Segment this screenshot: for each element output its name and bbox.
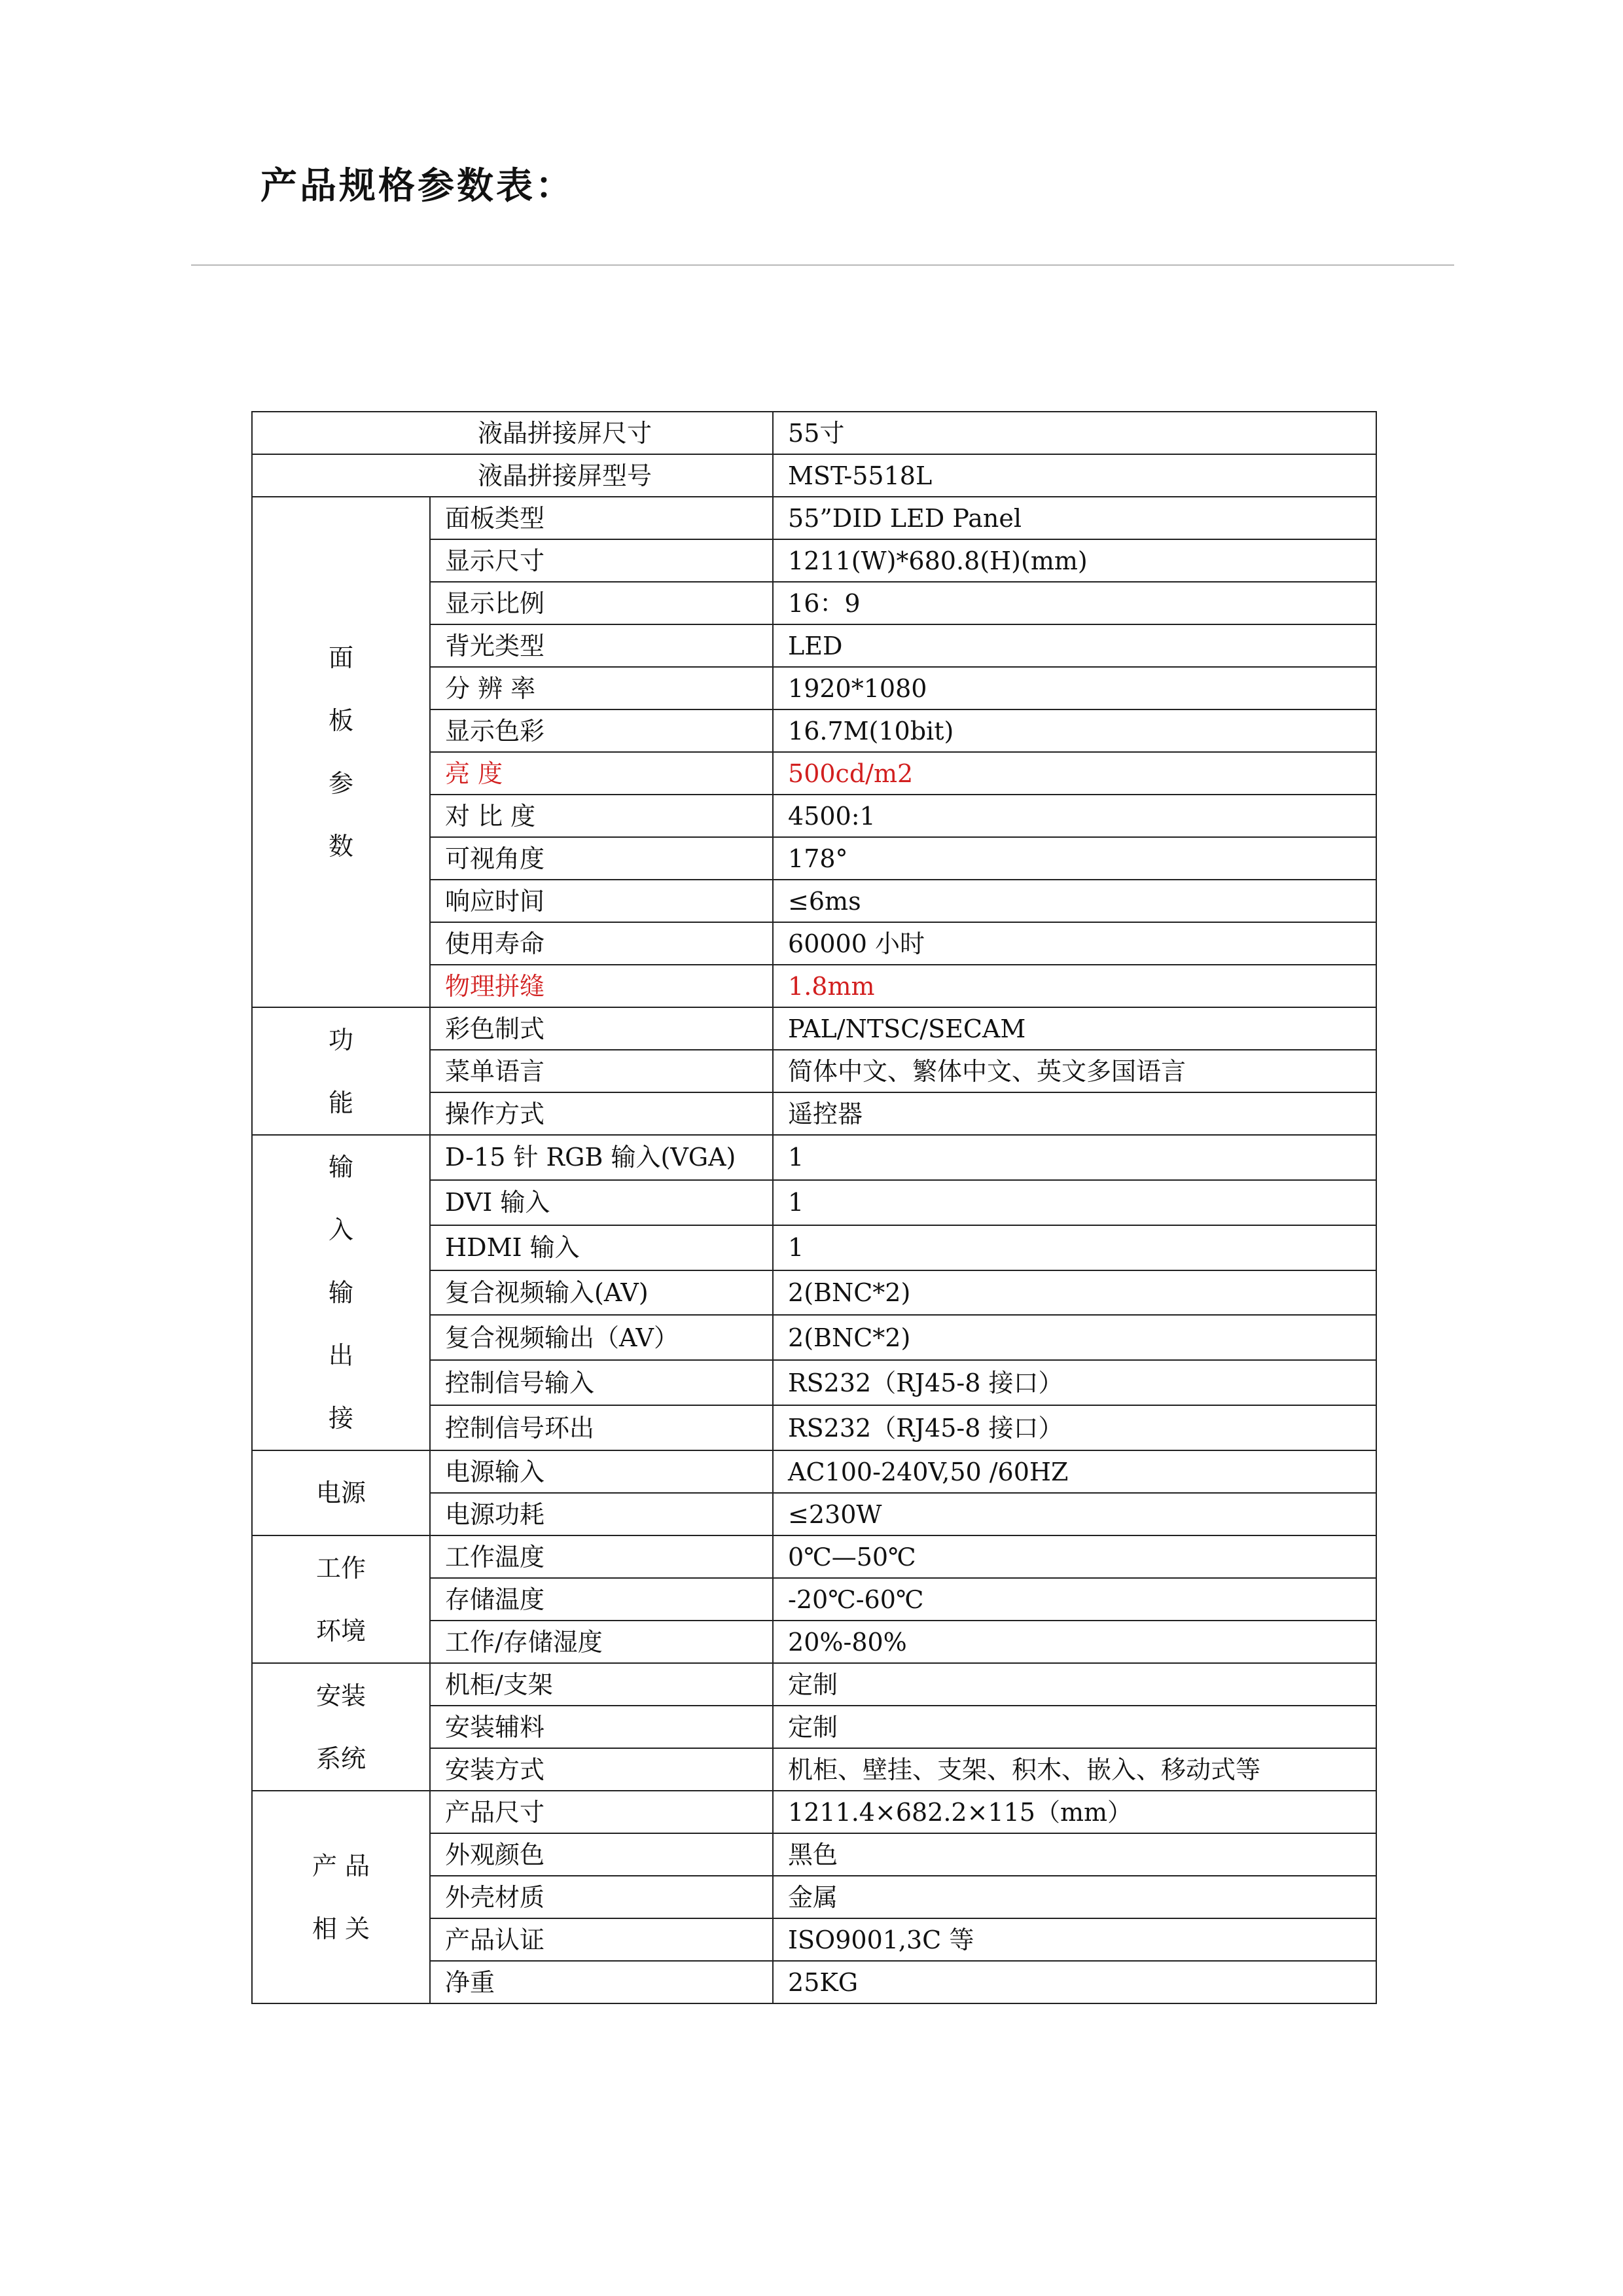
category-cell xyxy=(252,1135,430,1450)
spec-value: RS232（RJ45-8 接口） xyxy=(773,1405,1376,1450)
spec-value: 定制 xyxy=(773,1706,1376,1748)
spec-label: 产品尺寸 xyxy=(430,1791,773,1833)
category-label-line: 产 品 xyxy=(312,1851,370,1880)
spec-value: 金属 xyxy=(773,1876,1376,1918)
category-cell xyxy=(252,497,430,1007)
table-row xyxy=(252,1135,1376,1180)
category-label-line: 参 xyxy=(328,769,353,798)
spec-label: 电源输入 xyxy=(430,1450,773,1493)
category-cell xyxy=(252,1007,430,1135)
spec-value: ≤6ms xyxy=(773,880,1376,922)
category-label-line: 电源 xyxy=(315,1479,366,1507)
spec-label: 亮 度 xyxy=(430,752,773,795)
spec-value: 1 xyxy=(773,1135,1376,1180)
spec-label: 响应时间 xyxy=(430,880,773,922)
spec-value: 55寸 xyxy=(773,412,1376,454)
spec-value: AC100-240V,50 /60HZ xyxy=(773,1450,1376,1493)
spec-value: 1 xyxy=(773,1225,1376,1270)
spec-label: 外壳材质 xyxy=(430,1876,773,1918)
table-row xyxy=(252,454,1376,497)
spec-value: 2(BNC*2) xyxy=(773,1270,1376,1316)
spec-value: 0℃—50℃ xyxy=(773,1535,1376,1578)
category-label-line: 环境 xyxy=(315,1616,366,1645)
table-row xyxy=(252,1450,1376,1493)
category-label-line: 输 xyxy=(328,1153,353,1181)
spec-label: 控制信号环出 xyxy=(430,1405,773,1450)
spec-value: 黑色 xyxy=(773,1833,1376,1876)
header-divider xyxy=(191,264,1454,266)
category-label-line: 输 xyxy=(328,1278,353,1307)
spec-label: 对 比 度 xyxy=(430,795,773,837)
category-cell xyxy=(252,1663,430,1791)
spec-value: 1 xyxy=(773,1180,1376,1225)
category-label-line: 功 xyxy=(328,1025,353,1054)
spec-label: 控制信号输入 xyxy=(430,1360,773,1405)
spec-label: 液晶拼接屏尺寸 xyxy=(252,412,773,454)
category-label-line: 系统 xyxy=(315,1744,366,1773)
spec-value: 500cd/m2 xyxy=(773,752,1376,795)
spec-label: 存储温度 xyxy=(430,1578,773,1621)
spec-value: 4500:1 xyxy=(773,795,1376,837)
spec-value: 20%-80% xyxy=(773,1621,1376,1663)
spec-label: 复合视频输入(AV) xyxy=(430,1270,773,1316)
spec-value: MST-5518L xyxy=(773,454,1376,497)
spec-label: 产品认证 xyxy=(430,1918,773,1961)
spec-label: 背光类型 xyxy=(430,624,773,667)
spec-value: 简体中文、繁体中文、英文多国语言 xyxy=(773,1050,1376,1092)
table-row xyxy=(252,497,1376,539)
spec-label: 安装方式 xyxy=(430,1748,773,1791)
spec-label: 面板类型 xyxy=(430,497,773,539)
spec-label: 机柜/支架 xyxy=(430,1663,773,1706)
spec-value: 1211.4×682.2×115（mm） xyxy=(773,1791,1376,1833)
spec-label: 彩色制式 xyxy=(430,1007,773,1050)
category-label-line: 板 xyxy=(328,706,353,735)
table-row xyxy=(252,1007,1376,1050)
category-label-line: 面 xyxy=(328,643,353,672)
spec-table xyxy=(251,411,1377,2004)
spec-value: 60000 小时 xyxy=(773,922,1376,965)
category-label-line: 工作 xyxy=(315,1553,366,1583)
spec-label: 液晶拼接屏型号 xyxy=(252,454,773,497)
spec-label: HDMI 输入 xyxy=(430,1225,773,1270)
spec-value: 遥控器 xyxy=(773,1092,1376,1135)
category-label-line: 入 xyxy=(328,1215,353,1244)
spec-value: 25KG xyxy=(773,1961,1376,2003)
spec-value: 16.7M(10bit) xyxy=(773,709,1376,752)
category-cell xyxy=(252,1450,430,1535)
category-label-line: 相 关 xyxy=(312,1914,370,1943)
spec-value: LED xyxy=(773,624,1376,667)
spec-label: 安装辅料 xyxy=(430,1706,773,1748)
page-title: 产品规格参数表： xyxy=(260,165,575,207)
spec-label: 复合视频输出（AV） xyxy=(430,1315,773,1360)
category-label-line: 接 xyxy=(328,1404,353,1433)
table-row xyxy=(252,412,1376,454)
spec-label: 显示比例 xyxy=(430,582,773,624)
category-cell xyxy=(252,1791,430,2003)
table-row xyxy=(252,1791,1376,1833)
category-label-line: 能 xyxy=(328,1088,353,1117)
spec-label: 电源功耗 xyxy=(430,1493,773,1535)
spec-value: 1920*1080 xyxy=(773,667,1376,709)
spec-value: ISO9001,3C 等 xyxy=(773,1918,1376,1961)
category-label-line: 出 xyxy=(328,1341,353,1370)
spec-value: 2(BNC*2) xyxy=(773,1315,1376,1360)
spec-label: 使用寿命 xyxy=(430,922,773,965)
table-row xyxy=(252,1663,1376,1706)
spec-value: 机柜、壁挂、支架、积木、嵌入、移动式等 xyxy=(773,1748,1376,1791)
spec-value: RS232（RJ45-8 接口） xyxy=(773,1360,1376,1405)
spec-label: 操作方式 xyxy=(430,1092,773,1135)
spec-value: 1.8mm xyxy=(773,965,1376,1007)
category-label-line: 数 xyxy=(328,832,353,861)
spec-value: 16：9 xyxy=(773,582,1376,624)
spec-label: 菜单语言 xyxy=(430,1050,773,1092)
spec-label: 工作温度 xyxy=(430,1535,773,1578)
spec-value: ≤230W xyxy=(773,1493,1376,1535)
category-cell xyxy=(252,1535,430,1663)
spec-value: 55”DID LED Panel xyxy=(773,497,1376,539)
spec-value: -20℃-60℃ xyxy=(773,1578,1376,1621)
spec-label: 物理拼缝 xyxy=(430,965,773,1007)
table-row xyxy=(252,1535,1376,1578)
spec-label: DVI 输入 xyxy=(430,1180,773,1225)
spec-label: 净重 xyxy=(430,1961,773,2003)
spec-label: 外观颜色 xyxy=(430,1833,773,1876)
spec-label: 工作/存储湿度 xyxy=(430,1621,773,1663)
spec-value: 178° xyxy=(773,837,1376,880)
spec-label: 显示色彩 xyxy=(430,709,773,752)
spec-value: 1211(W)*680.8(H)(mm) xyxy=(773,539,1376,582)
spec-label: 可视角度 xyxy=(430,837,773,880)
category-label-line: 安装 xyxy=(315,1681,366,1710)
spec-value: PAL/NTSC/SECAM xyxy=(773,1007,1376,1050)
spec-label: D-15 针 RGB 输入(VGA) xyxy=(430,1135,773,1180)
spec-label: 显示尺寸 xyxy=(430,539,773,582)
spec-label: 分 辨 率 xyxy=(430,667,773,709)
spec-table-body xyxy=(252,412,1376,2003)
spec-value: 定制 xyxy=(773,1663,1376,1706)
